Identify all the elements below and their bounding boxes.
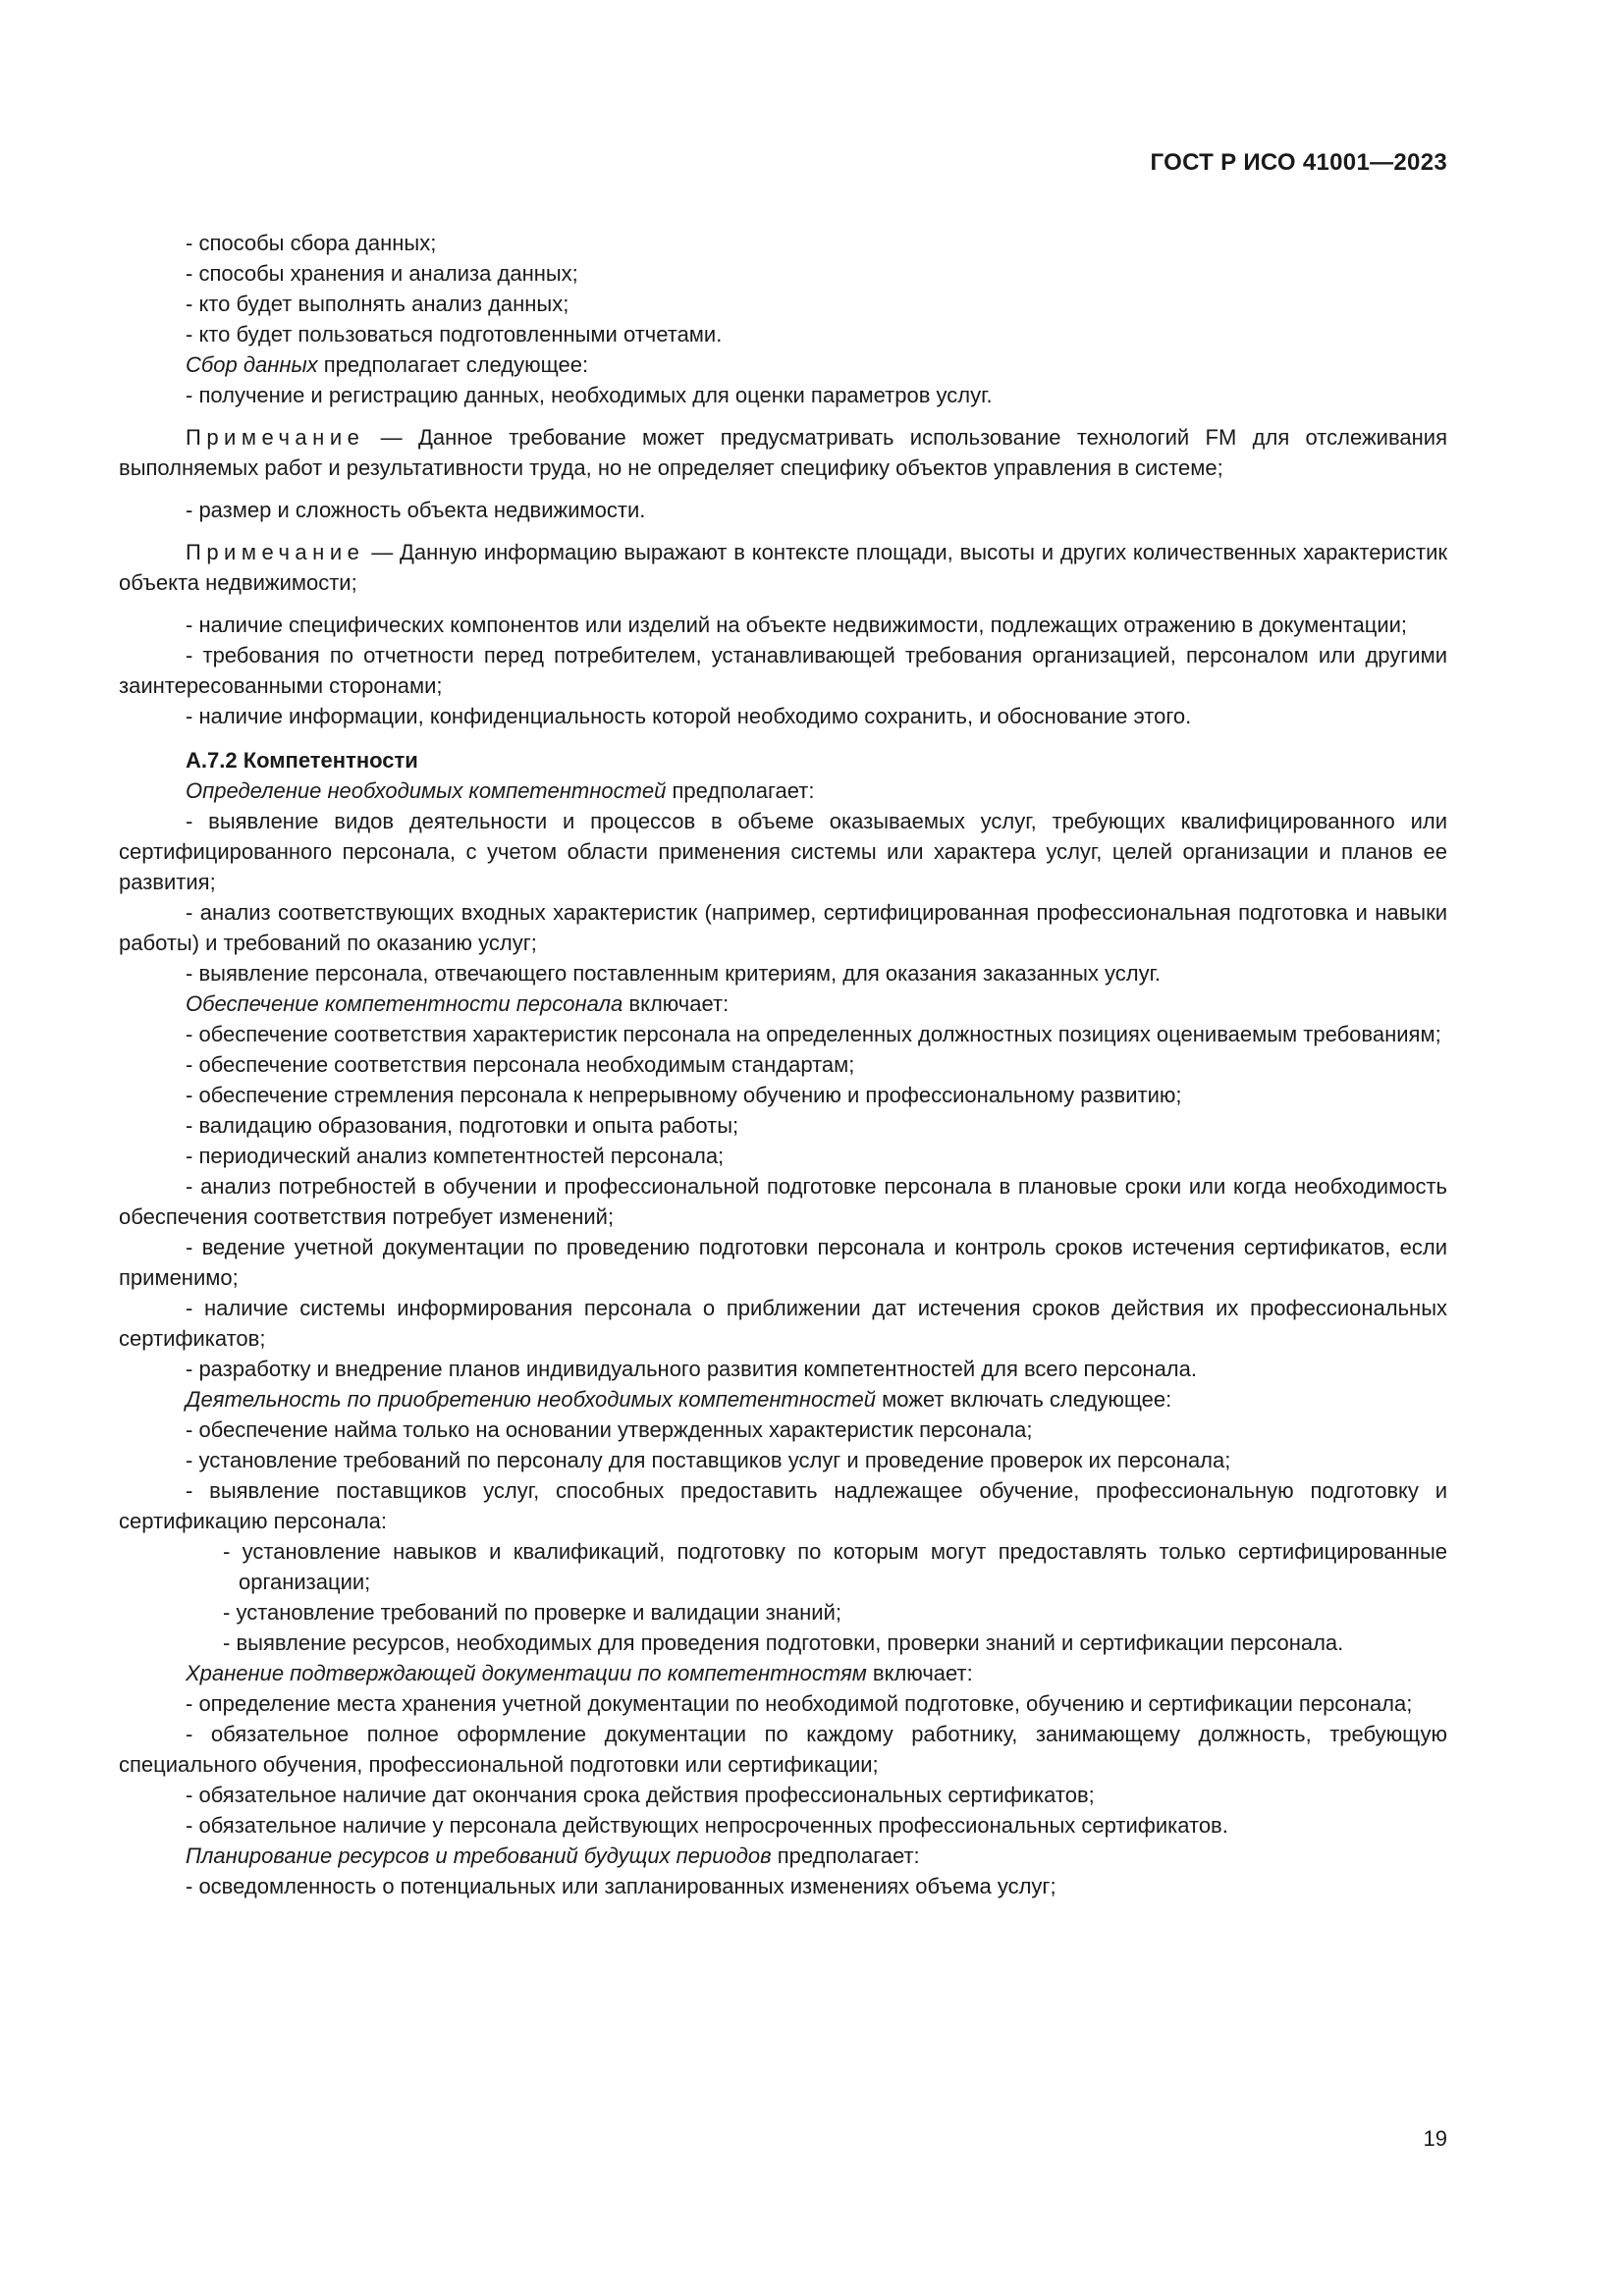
list-item: - наличие специфических компонентов или изделий на объекте недвижимости, подлежащих отражению в документации;	[186, 613, 1408, 637]
list-item: - анализ потребностей в обучении и профессиональной подготовке персонала в плановые сроки или когда необходимость обеспечения соответствия потребует изменений;	[119, 1174, 1447, 1229]
list-item: - кто будет выполнять анализ данных;	[186, 292, 569, 316]
list-item: - ведение учетной документации по проведению подготовки персонала и контроль сроков истечения сертификатов, если применимо;	[119, 1235, 1447, 1290]
list-item: - способы сбора данных;	[186, 231, 437, 255]
list-item: - получение и регистрацию данных, необходимых для оценки параметров услуг.	[186, 383, 993, 407]
note-paragraph	[119, 537, 1447, 598]
note-text: — Данное требование может предусматривать использование технологий FM для отслеживания выполняемых работ и результативности труда, но не определяет специфику объектов управления в системе;	[119, 425, 1447, 480]
paragraph-text: включает:	[866, 1661, 973, 1685]
paragraph-lead	[119, 1384, 1447, 1415]
list-item: - осведомленность о потенциальных или запланированных изменениях объема услуг;	[186, 1874, 1056, 1898]
list-item: - кто будет пользоваться подготовленными отчетами.	[186, 322, 723, 347]
italic-term: Определение необходимых компетентностей	[186, 778, 667, 803]
list-item: - обязательное наличие у персонала действующих непросроченных профессиональных сертификатов.	[186, 1813, 1228, 1838]
paragraph-text: предполагает:	[771, 1843, 920, 1868]
paragraph-lead	[119, 775, 1447, 806]
italic-term: Деятельность по приобретению необходимых компетентностей	[186, 1387, 876, 1412]
list-item: - выявление персонала, отвечающего поставленным критериям, для оказания заказанных услуг.	[186, 961, 1162, 986]
paragraph-text: может включать следующее:	[875, 1387, 1172, 1412]
list-item: - наличие информации, конфиденциальность которой необходимо сохранить, и обоснование этого.	[186, 704, 1192, 728]
italic-term: Хранение подтверждающей документации по компетентностям	[186, 1661, 867, 1685]
page-number: 19	[1423, 2126, 1447, 2151]
list-item: - обеспечение соответствия характеристик персонала на определенных должностных позициях оцениваемым требованиям;	[186, 1022, 1441, 1046]
paragraph-text: предполагает следующее:	[317, 352, 589, 377]
list-item: - выявление поставщиков услуг, способных предоставить надлежащее обучение, профессиональную подготовку и сертификацию персонала:	[119, 1478, 1447, 1533]
note-text: — Данную информацию выражают в контексте площади, высоты и других количественных характеристик объекта недвижимости;	[119, 540, 1447, 595]
list-item: - анализ соответствующих входных характеристик (например, сертифицированная профессиональная подготовка и навыки работы) и требований по оказанию услуг;	[119, 900, 1447, 955]
list-item: - обеспечение найма только на основании утвержденных характеристик персонала;	[186, 1417, 1033, 1442]
document-body	[119, 228, 1447, 1901]
italic-term: Обеспечение компетентности персонала	[186, 991, 623, 1016]
note-label: Примечание	[186, 540, 365, 564]
paragraph-lead	[119, 1841, 1447, 1871]
sub-list-item: - установление навыков и квалификаций, подготовку по которым могут предоставлять только сертифицированные организации;	[223, 1539, 1447, 1594]
paragraph-lead	[119, 349, 1447, 380]
paragraph-lead	[119, 1658, 1447, 1688]
list-item: - валидацию образования, подготовки и опыта работы;	[186, 1113, 739, 1138]
list-item: - установление требований по персоналу для поставщиков услуг и проведение проверок их персонала;	[186, 1448, 1231, 1472]
list-item: - обязательное наличие дат окончания срока действия профессиональных сертификатов;	[186, 1783, 1095, 1807]
note-paragraph	[119, 422, 1447, 483]
list-item: - наличие системы информирования персонала о приближении дат истечения сроков действия их профессиональных сертификатов;	[119, 1296, 1447, 1351]
document-standard-id: ГОСТ Р ИСО 41001—2023	[1150, 149, 1447, 176]
section-heading: А.7.2 Компетентности	[186, 748, 418, 773]
list-item: - размер и сложность объекта недвижимости.	[186, 498, 646, 522]
sub-list-item: - выявление ресурсов, необходимых для проведения подготовки, проверки знаний и сертификации персонала.	[223, 1630, 1344, 1655]
list-item: - определение места хранения учетной документации по необходимой подготовке, обучению и сертификации персонала;	[186, 1691, 1413, 1716]
italic-term: Сбор данных	[186, 352, 318, 377]
list-item: - разработку и внедрение планов индивидуального развития компетентностей для всего персонала.	[186, 1357, 1197, 1381]
list-item: - требования по отчетности перед потребителем, устанавливающей требования организацией, персоналом или другими заинтересованными сторонами;	[119, 643, 1447, 698]
list-item: - обеспечение стремления персонала к непрерывному обучению и профессиональному развитию;	[186, 1083, 1182, 1107]
paragraph-lead	[119, 988, 1447, 1019]
italic-term: Планирование ресурсов и требований будущих периодов	[186, 1843, 772, 1868]
paragraph-text: включает:	[623, 991, 730, 1016]
note-label: Примечание	[186, 425, 365, 450]
list-item: - обеспечение соответствия персонала необходимым стандартам;	[186, 1052, 855, 1077]
list-item: - периодический анализ компетентностей персонала;	[186, 1144, 725, 1168]
list-item: - способы хранения и анализа данных;	[186, 261, 578, 286]
paragraph-text: предполагает:	[666, 778, 815, 803]
sub-list-item: - установление требований по проверке и валидации знаний;	[223, 1600, 841, 1625]
list-item: - обязательное полное оформление документации по каждому работнику, занимающему должность, требующую специального обучения, профессиональной подготовки или сертификации;	[119, 1722, 1447, 1777]
list-item: - выявление видов деятельности и процессов в объеме оказываемых услуг, требующих квалифицированного или сертифицированного персонала, с учетом области применения системы или характера услуг, целей организации и планов ее развития;	[119, 809, 1447, 894]
